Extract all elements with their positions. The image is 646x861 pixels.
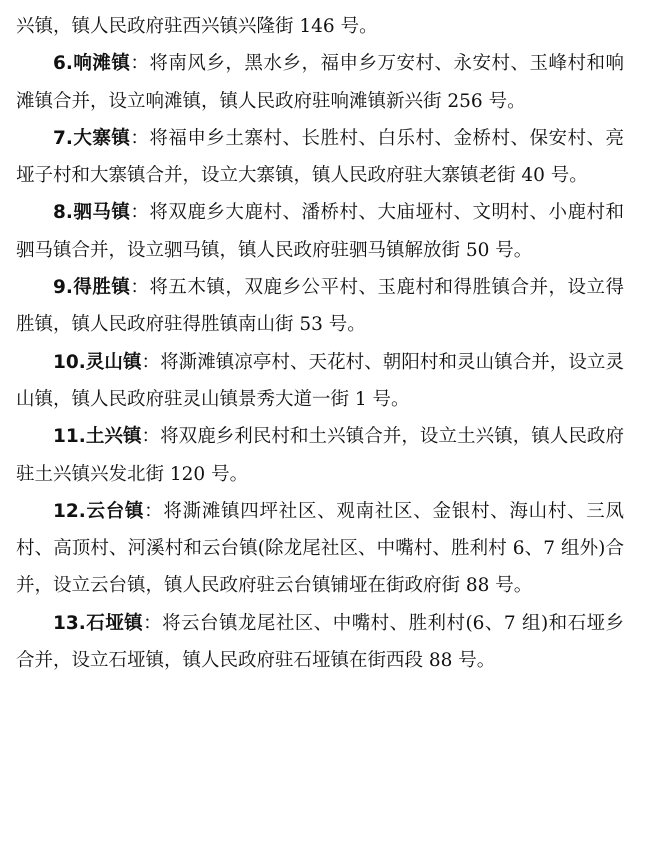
town-12-body: ：将澌滩镇四坪社区、观南社区、金银村、海山村、三凤村、高顶村、河溪村和云台镇(除龙尾社区、中嘴村、胜利村 6、7 组外)合并，设立云台镇，镇人民政府驻云台镇铺垭在街政府街 88 号。 (16, 500, 624, 597)
paragraph-town-8 (16, 194, 624, 269)
town-13-heading: 13.石垭镇 (53, 612, 144, 634)
town-11-body: ：将双鹿乡利民村和土兴镇合并，设立土兴镇，镇人民政府驻土兴镇兴发北街 120 号。 (16, 426, 624, 485)
town-8-body: ：将双鹿乡大鹿村、潘桥村、大庙垭村、文明村、小鹿村和驷马镇合并，设立驷马镇，镇人民政府驻驷马镇解放街 50 号。 (16, 202, 624, 261)
town-9-heading: 9.得胜镇 (53, 277, 131, 299)
paragraph-town-12 (16, 493, 624, 605)
paragraph-town-13 (16, 605, 624, 680)
paragraph-0-body: 兴镇，镇人民政府驻西兴镇兴隆街 146 号。 (16, 16, 378, 37)
town-7-heading: 7.大寨镇 (53, 127, 131, 149)
town-10-body: ：将澌滩镇凉亭村、天花村、朝阳村和灵山镇合并，设立灵山镇，镇人民政府驻灵山镇景秀大道一街 1 号。 (16, 351, 624, 410)
town-10-heading: 10.灵山镇 (53, 351, 142, 373)
paragraph-town-10 (16, 344, 624, 419)
town-7-body: ：将福申乡土寨村、长胜村、白乐村、金桥村、保安村、亮垭子村和大寨镇合并，设立大寨镇，镇人民政府驻大寨镇老街 40 号。 (16, 127, 624, 187)
town-8-heading: 8.驷马镇 (53, 202, 131, 224)
town-13-body: ：将云台镇龙尾社区、中嘴村、胜利村(6、7 组)和石垭乡合并，设立石垭镇，镇人民政府驻石垭镇在街西段 88 号。 (16, 612, 625, 672)
paragraph-0 (16, 8, 624, 45)
paragraph-town-11 (16, 418, 624, 493)
town-11-heading: 11.土兴镇 (53, 426, 142, 448)
town-6-body: ：将南风乡，黑水乡，福申乡万安村、永安村、玉峰村和响滩镇合并，设立响滩镇，镇人民政府驻响滩镇新兴街 256 号。 (16, 53, 624, 112)
paragraph-town-6 (16, 45, 624, 120)
town-12-heading: 12.云台镇 (53, 500, 145, 522)
town-9-body: ：将五木镇，双鹿乡公平村、玉鹿村和得胜镇合并，设立得胜镇，镇人民政府驻得胜镇南山街 53 号。 (16, 277, 624, 336)
town-6-heading: 6.响滩镇 (53, 53, 131, 75)
paragraph-town-7 (16, 120, 624, 195)
paragraph-town-9 (16, 269, 624, 344)
